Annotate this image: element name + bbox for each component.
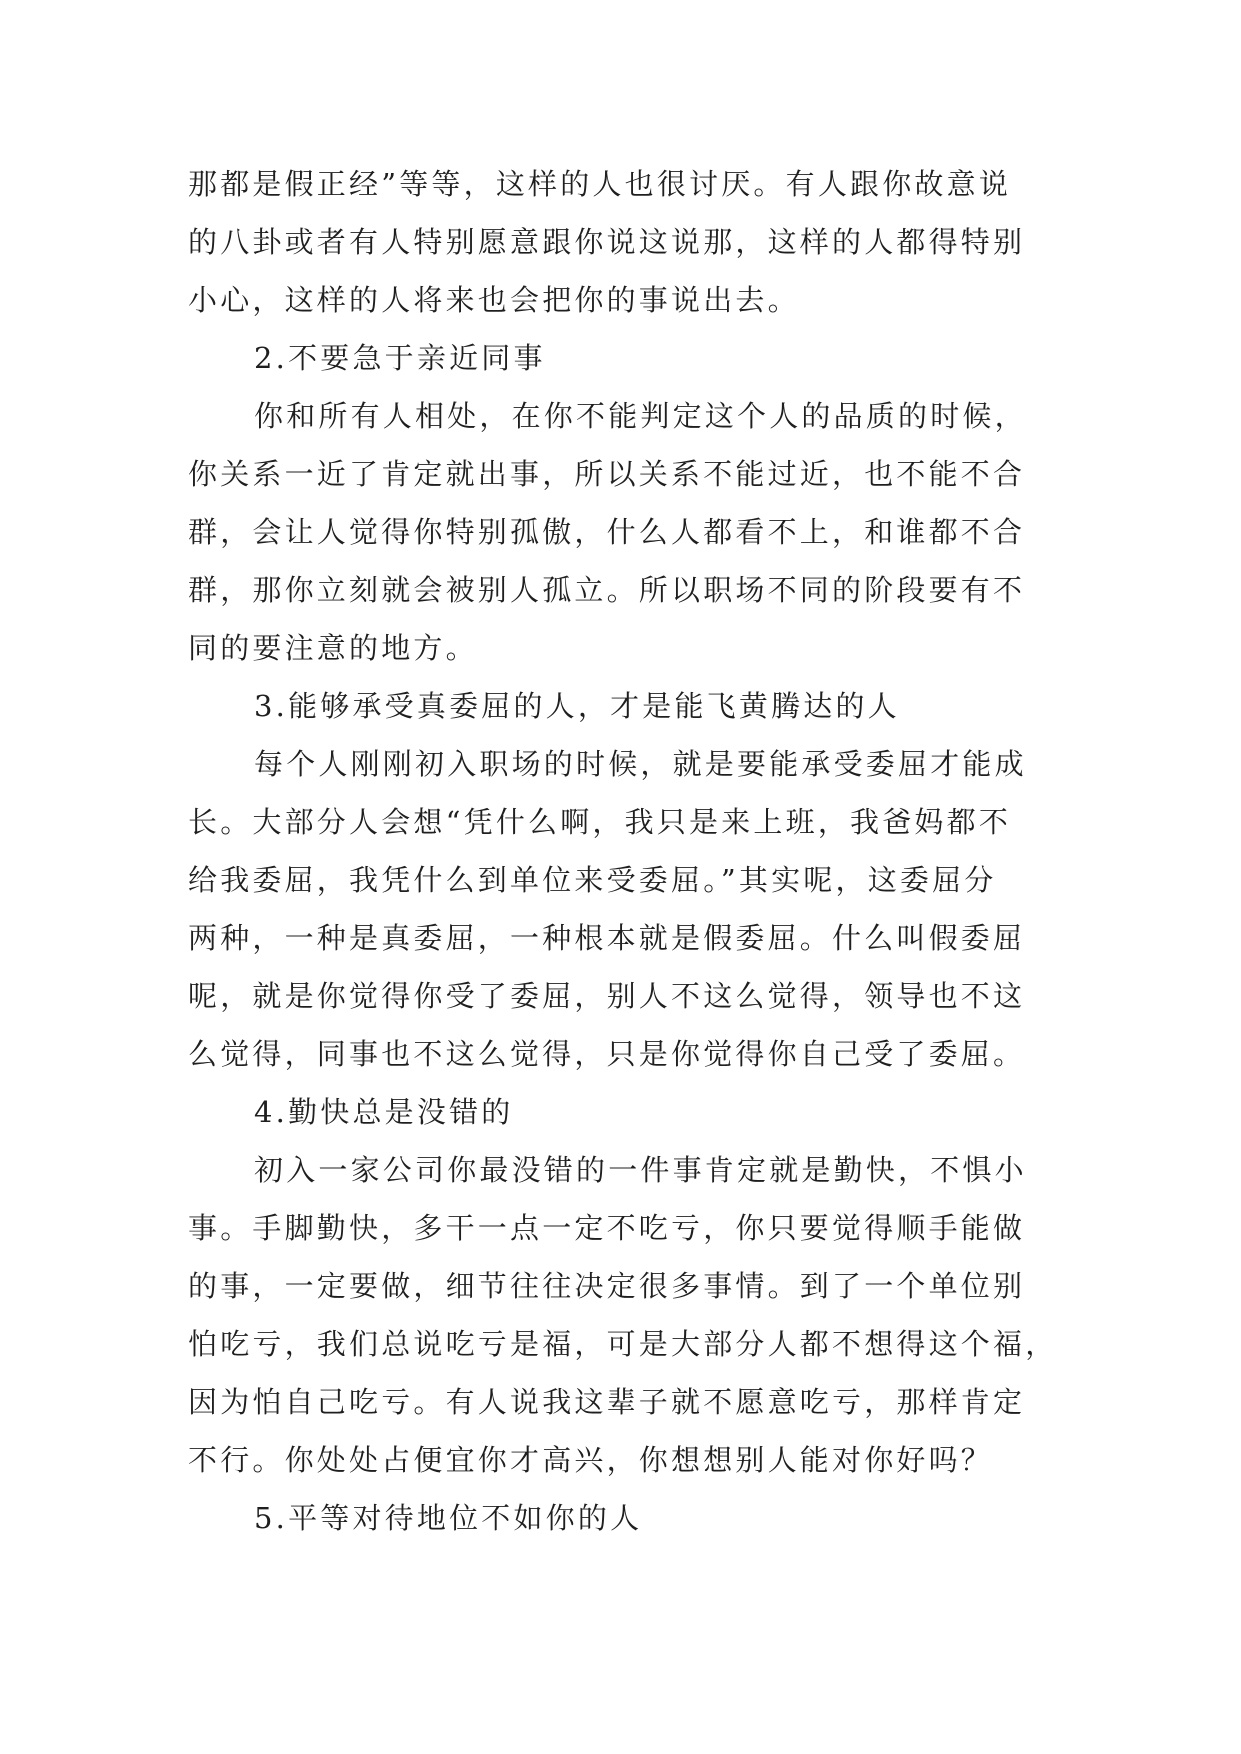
paragraph-line: 因为怕自己吃亏。有人说我这辈子就不愿意吃亏，那样肯定: [188, 1385, 1026, 1419]
paragraph-line: 给我委屈，我凭什么到单位来受委屈。”其实呢，这委屈分: [188, 863, 997, 897]
section-heading: 5.平等对待地位不如你的人: [254, 1501, 643, 1535]
paragraph-line: 初入一家公司你最没错的一件事肯定就是勤快，不惧小: [254, 1153, 1027, 1187]
paragraph-line: 每个人刚刚初入职场的时候，就是要能承受委屈才能成: [254, 747, 1027, 781]
paragraph-line: 么觉得，同事也不这么觉得，只是你觉得你自己受了委屈。: [188, 1037, 1026, 1071]
document-body: [188, 155, 1068, 1547]
paragraph-line: 群，会让人觉得你特别孤傲，什么人都看不上，和谁都不合: [188, 515, 1026, 549]
section-heading: 3.能够承受真委屈的人，才是能飞黄腾达的人: [254, 689, 900, 723]
paragraph-line: 呢，就是你觉得你受了委屈，别人不这么觉得，领导也不这: [188, 979, 1026, 1013]
paragraph-line: 的事，一定要做，细节往往决定很多事情。到了一个单位别: [188, 1269, 1026, 1303]
paragraph-line: 的八卦或者有人特别愿意跟你说这说那，这样的人都得特别: [188, 225, 1026, 259]
section-heading: 2.不要急于亲近同事: [254, 341, 546, 375]
paragraph-line: 同的要注意的地方。: [188, 631, 478, 665]
paragraph-line: 两种，一种是真委屈，一种根本就是假委屈。什么叫假委屈: [188, 921, 1026, 955]
paragraph-line: 你和所有人相处，在你不能判定这个人的品质的时候，: [254, 399, 1027, 433]
paragraph-line: 长。大部分人会想“凭什么啊，我只是来上班，我爸妈都不: [188, 805, 1012, 839]
paragraph-line: 怕吃亏，我们总说吃亏是福，可是大部分人都不想得这个福，: [188, 1327, 1058, 1361]
paragraph-line: 事。手脚勤快，多干一点一定不吃亏，你只要觉得顺手能做: [188, 1211, 1026, 1245]
paragraph-line: 不行。你处处占便宜你才高兴，你想想别人能对你好吗？: [188, 1443, 994, 1477]
section-heading: 4.勤快总是没错的: [254, 1095, 514, 1129]
paragraph-line: 群，那你立刻就会被别人孤立。所以职场不同的阶段要有不: [188, 573, 1026, 607]
paragraph-line: 你关系一近了肯定就出事，所以关系不能过近，也不能不合: [188, 457, 1026, 491]
paragraph-line: 那都是假正经”等等，这样的人也很讨厌。有人跟你故意说: [188, 167, 1012, 201]
paragraph-line: 小心，这样的人将来也会把你的事说出去。: [188, 283, 800, 317]
